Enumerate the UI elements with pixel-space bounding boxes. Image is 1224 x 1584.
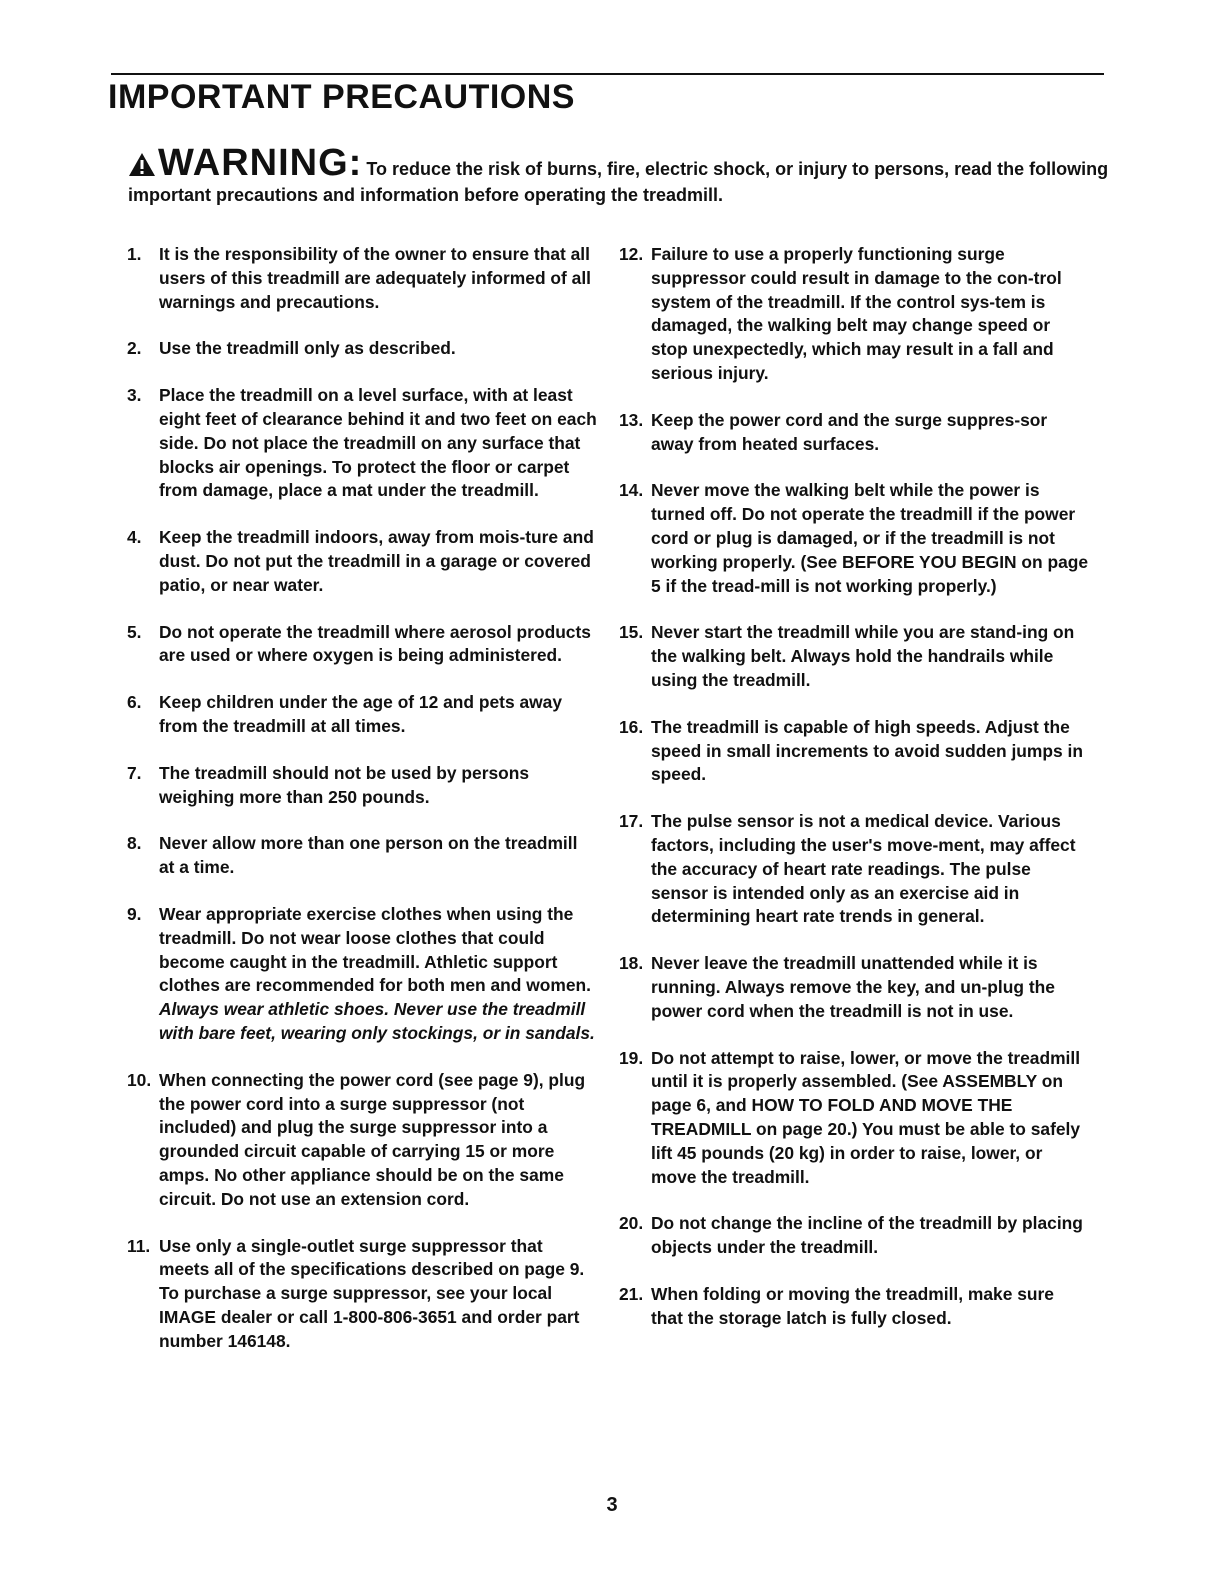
list-item — [619, 1047, 1089, 1190]
item-number: 12. — [619, 244, 644, 264]
item-text: Never move the walking belt while the power is turned off. Do not operate the treadmill if the power cord or plug is damaged, or if the treadmill is not working properly. (See BEFORE YOU BEGIN on page 5 if the tread-mill is not working properly.) — [651, 480, 1089, 596]
list-item — [127, 621, 597, 669]
list-item — [619, 1212, 1089, 1260]
item-text — [159, 903, 597, 1046]
warning-text: To reduce the risk of burns, fire, electric shock, or injury to persons, read the following important precautions and information before operating the treadmill. — [128, 159, 1109, 205]
item-text: Never allow more than one person on the treadmill at a time. — [159, 833, 578, 878]
item-number: 2. — [127, 338, 142, 359]
list-item — [619, 952, 1089, 1023]
item-number: 20. — [619, 1213, 644, 1234]
list-item — [127, 691, 597, 739]
item-number: 15. — [619, 622, 644, 643]
item-number: 18. — [619, 953, 644, 974]
item-text: Do not change the incline of the treadmill by placing objects under the treadmill. — [651, 1213, 1083, 1258]
item-number: 11. — [127, 1235, 151, 1256]
item-number: 14. — [619, 480, 644, 501]
item-number: 16. — [619, 716, 644, 737]
page-title: IMPORTANT PRECAUTIONS — [108, 78, 575, 116]
list-item — [127, 1235, 597, 1354]
item-number: 3. — [127, 385, 142, 406]
item-text: Keep the power cord and the surge suppres-sor away from heated surfaces. — [651, 409, 1048, 454]
list-item — [619, 810, 1089, 929]
item-text-main: Wear appropriate exercise clothes when using the treadmill. Do not wear loose clothes that could become caught in the treadmill. Athletic support clothes are recommended for both men and women. — [159, 903, 591, 996]
list-item — [127, 1069, 597, 1212]
item-text: Use the treadmill only as described. — [159, 338, 456, 359]
warning-block — [128, 142, 1118, 208]
list-item — [619, 479, 1089, 598]
item-text: The treadmill should not be used by persons weighing more than 250 pounds. — [159, 762, 530, 807]
item-text: Keep the treadmill indoors, away from mois-ture and dust. Do not put the treadmill in a garage or covered patio, or near water. — [159, 527, 594, 595]
item-text: When folding or moving the treadmill, make sure that the storage latch is fully closed. — [651, 1283, 1054, 1328]
precautions-right-column — [619, 243, 1089, 1353]
item-text: Do not attempt to raise, lower, or move the treadmill until it is properly assembled. (See ASSEMBLY on page 6, and HOW TO FOLD AND MOVE THE TREADMILL on page 20.) You must be able to safely lift 45 pounds (20 kg) in order to raise, lower, or move the treadmill. — [651, 1047, 1081, 1187]
item-number: 9. — [127, 903, 142, 924]
warning-label: WARNING: — [158, 142, 363, 184]
list-item — [127, 243, 597, 314]
list-item — [619, 716, 1089, 787]
item-text: Do not operate the treadmill where aerosol products are used or where oxygen is being administered. — [159, 621, 591, 666]
item-text: The treadmill is capable of high speeds. Adjust the speed in small increments to avoid sudden jumps in speed. — [651, 716, 1083, 785]
list-item — [127, 762, 597, 810]
item-text: Use only a single-outlet surge suppressor that meets all of the specifications described on page 9. To purchase a surge suppressor, see your local IMAGE dealer or call 1-800-806-3651 and order part number 146148. — [159, 1235, 585, 1351]
list-item — [619, 1283, 1089, 1331]
item-text: It is the responsibility of the owner to ensure that all users of this treadmill are adequately informed of all warnings and precautions. — [159, 244, 591, 312]
item-number: 10. — [127, 1069, 152, 1090]
item-number: 7. — [127, 762, 142, 783]
item-number: 21. — [619, 1283, 644, 1304]
item-number: 8. — [127, 833, 142, 854]
item-text-emphasis: Always wear athletic shoes. Never use the treadmill with bare feet, wearing only stockings, or in sandals. — [159, 999, 595, 1043]
list-item — [127, 384, 597, 503]
item-text: When connecting the power cord (see page 9), plug the power cord into a surge suppressor (not included) and plug the surge suppressor into a grounded circuit capable of carrying 15 or more amps. No other appliance should be on the same circuit. Do not use an extension cord. — [159, 1069, 586, 1209]
list-item — [127, 832, 597, 880]
list-item — [619, 621, 1089, 692]
list-item — [127, 526, 597, 597]
item-number: 6. — [127, 692, 142, 713]
item-number: 17. — [619, 811, 644, 832]
item-number: 5. — [127, 621, 142, 642]
item-number: 19. — [619, 1047, 644, 1068]
item-number: 4. — [127, 527, 142, 548]
item-text: Place the treadmill on a level surface, with at least eight feet of clearance behind it and two feet on each side. Do not place the treadmill on any surface that blocks air openings. To protect the floor or carpet from damage, place a mat under the treadmill. — [159, 385, 597, 501]
list-item — [127, 337, 597, 361]
item-number: 13. — [619, 409, 644, 430]
precautions-left-column — [127, 243, 597, 1376]
item-text: Never leave the treadmill unattended while it is running. Always remove the key, and un-plug the power cord when the treadmill is not in use. — [651, 953, 1055, 1021]
list-item — [619, 243, 1089, 386]
page-number: 3 — [606, 1494, 618, 1516]
warning-triangle-icon — [128, 152, 156, 177]
list-item — [127, 903, 597, 1046]
item-text: Never start the treadmill while you are stand-ing on the walking belt. Always hold the handrails while using the treadmill. — [651, 622, 1075, 690]
title-rule — [111, 73, 1104, 75]
item-text: Keep children under the age of 12 and pets away from the treadmill at all times. — [159, 692, 562, 736]
list-item — [619, 409, 1089, 457]
item-number: 1. — [127, 244, 142, 264]
item-text: The pulse sensor is not a medical device. Various factors, including the user's move-ment, may affect the accuracy of heart rate readings. The pulse sensor is intended only as an exercise aid in determining heart rate trends in general. — [651, 811, 1076, 927]
item-text: Failure to use a properly functioning surge suppressor could result in damage to the con-trol system of the treadmill. If the control sys-tem is damaged, the walking belt may change speed or stop unexpectedly, which may result in a fall and serious injury. — [651, 244, 1062, 383]
